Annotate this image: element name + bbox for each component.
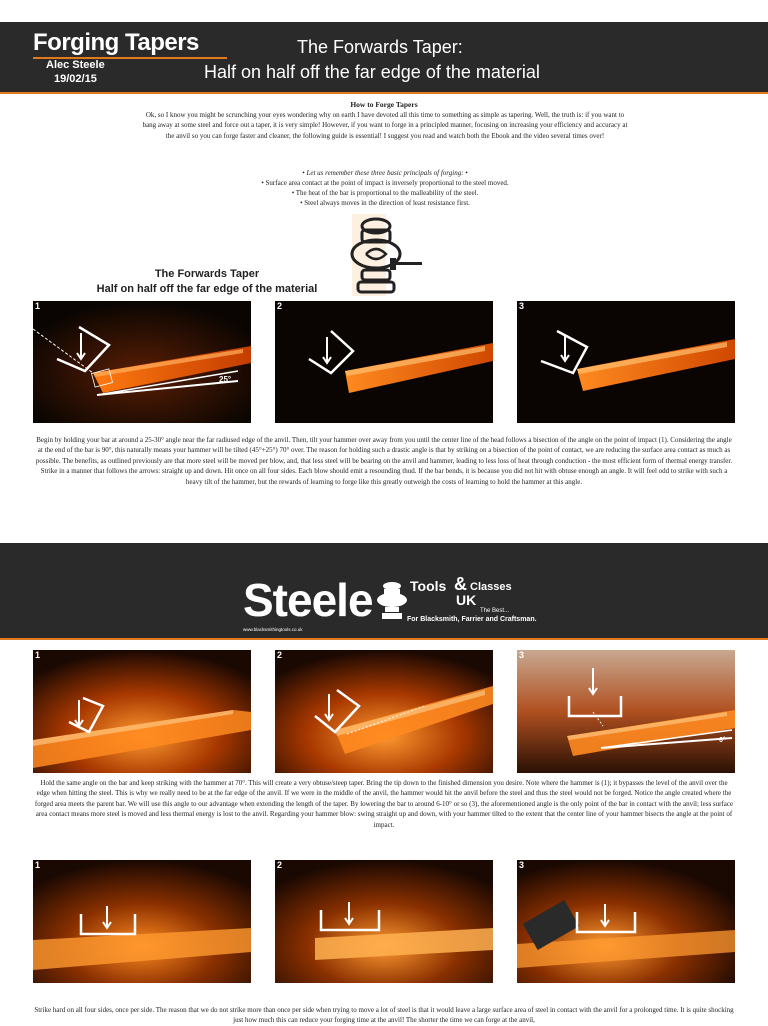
step-number: 1 — [35, 650, 41, 660]
header-subtitle-line2: Half on half off the far edge of the material — [204, 62, 540, 82]
brand-ampersand: & — [454, 574, 467, 594]
header-subtitle-line1: The Forwards Taper: — [297, 37, 463, 57]
step-number: 2 — [277, 860, 283, 870]
step-number: 3 — [519, 650, 525, 660]
brand-best: The Best... — [480, 608, 510, 614]
step-number: 1 — [35, 860, 41, 870]
author: Alec Steele — [46, 59, 105, 71]
section1-paragraph: Begin by holding your bar at around a 25-30° angle near the far radiused edge of the anvil. Then, tilt your hammer over away from you until the center line of the head follows a bisection of the angle on the point of impact (1). Considering the angle at the end of the bar is 90°, this naturally means your hammer will be tilted (45°+25°) 70° over. The reason for holding such a drastic angle is that by striking on a bisection of the point of contact, we are reducing the surface area contact as much as possible. The benefits, as outlined previously are that more steel will be moved per blow, and, that less steel will be bearing on the anvil and hammer, leading to less loss of heat through conduction - the most efficient form of thermal energy transfer. Strike in a manner that follows the arrows: straight up and down. Hit once on all four sides. Each blow should emit a resounding thud. If the bar bends, it is because you did not hit with obtuse enough an angle. It will feel odd to strike with such a heavy tilt of the hammer, but the rewards of learning to forge like this greatly outweigh the costs of learning to hold the hammer at this angle. — [35, 436, 733, 486]
brand-tagline: For Blacksmith, Farrier and Craftsman. — [407, 616, 537, 623]
photo-step-1 — [33, 860, 251, 983]
photo-step-2 — [275, 650, 493, 773]
principles-heading: • Let us remember these three basic principals of forging: • — [302, 169, 468, 177]
principle-item: • Surface area contact at the point of impact is inversely proportional to the steel moved. — [261, 179, 509, 187]
step-number: 3 — [519, 301, 525, 311]
principle-item: • Steel always moves in the direction of least resistance first. — [300, 199, 470, 207]
step-number: 2 — [277, 650, 283, 660]
banner-divider — [0, 638, 768, 640]
angle-label: 6° — [719, 737, 726, 744]
photo-step-2 — [275, 860, 493, 983]
intro-paragraph — [140, 110, 630, 141]
photo-step-3 — [517, 860, 735, 983]
brand-tools: Tools — [410, 578, 447, 594]
step-number: 2 — [277, 301, 283, 311]
principle-item: • The heat of the bar is proportional to the malleability of the steel. — [291, 189, 479, 197]
brand-logo-steele: Steele — [243, 574, 373, 626]
brand-url: www.blacksmithingtools.co.uk — [243, 627, 303, 632]
section1-subtitle: Half on half off the far edge of the material — [96, 283, 318, 295]
brand-classes: Classes — [470, 581, 512, 593]
photo-step-2 — [275, 301, 493, 423]
step-number: 1 — [35, 301, 41, 311]
photo-step-3 — [517, 301, 735, 423]
step-number: 3 — [519, 860, 525, 870]
document-title: Forging Tapers — [33, 29, 199, 56]
section2-paragraph: Hold the same angle on the bar and keep striking with the hammer at 70°. This will create a very obtuse/steep taper. Bring the tip down to the finished dimension you desire. Note where the hammer is (1); it bypasses the level of the anvil over the edge when hitting the steel. This is why we really need to be at the far edge of the anvil. If we were in the middle of the anvil, the hammer would hit the anvil before the steel and thus the steel would not be forged. Notice the angle created where the forged area meets the parent bar. We will use this angle to our advantage when extending the length of the taper. By lowering the bar to around 6-10° or so (3), the aforementioned angle is the only point of the bar in contact with the anvil; less surface area contact means more steel is moved and less thermal energy is lost to the anvil. Regarding your hammer blow: swing straight up and down, with your hammer tilted to the extent that the center line of your hammer bisects the angle at the point of impact. — [34, 779, 734, 829]
brand-anvil-icon — [375, 580, 409, 620]
hammer-anvil-icon — [344, 214, 428, 296]
brand-uk: UK — [456, 592, 477, 608]
date: 19/02/15 — [54, 73, 97, 85]
intro-body: Ok, so I know you might be scrunching your eyes wondering why on earth I have devoted all this time to something as simple as tapering. Well, the truth is: if you want to bang away at some steel and force out a taper, it is very simple! However, if you want to forge in a principled manner, focusing on increasing your efficiency and accuracy at the anvil so you can forge faster and cleaner, the following guide is essential! I suggest you read and watch both the Ebook and the video several times over! — [142, 111, 628, 140]
photo-step-3 — [517, 650, 735, 773]
section3-paragraph: Strike hard on all four sides, once per side. The reason that we do not strike more than once per side when trying to move a lot of steel is that it would leave a large surface area of steel in contact with the anvil for a prolonged time. It is quite shocking just how much this can reduce your forging time at the anvil! The shorter the time we can forge at the anvil, — [34, 1006, 734, 1025]
section1-title: The Forwards Taper — [154, 268, 260, 280]
intro-heading: How to Forge Tapers — [350, 100, 418, 109]
principles-list — [140, 168, 630, 208]
photo-step-1 — [33, 301, 251, 423]
angle-label: 25° — [219, 375, 232, 384]
header-divider — [0, 92, 768, 94]
photo-step-1 — [33, 650, 251, 773]
